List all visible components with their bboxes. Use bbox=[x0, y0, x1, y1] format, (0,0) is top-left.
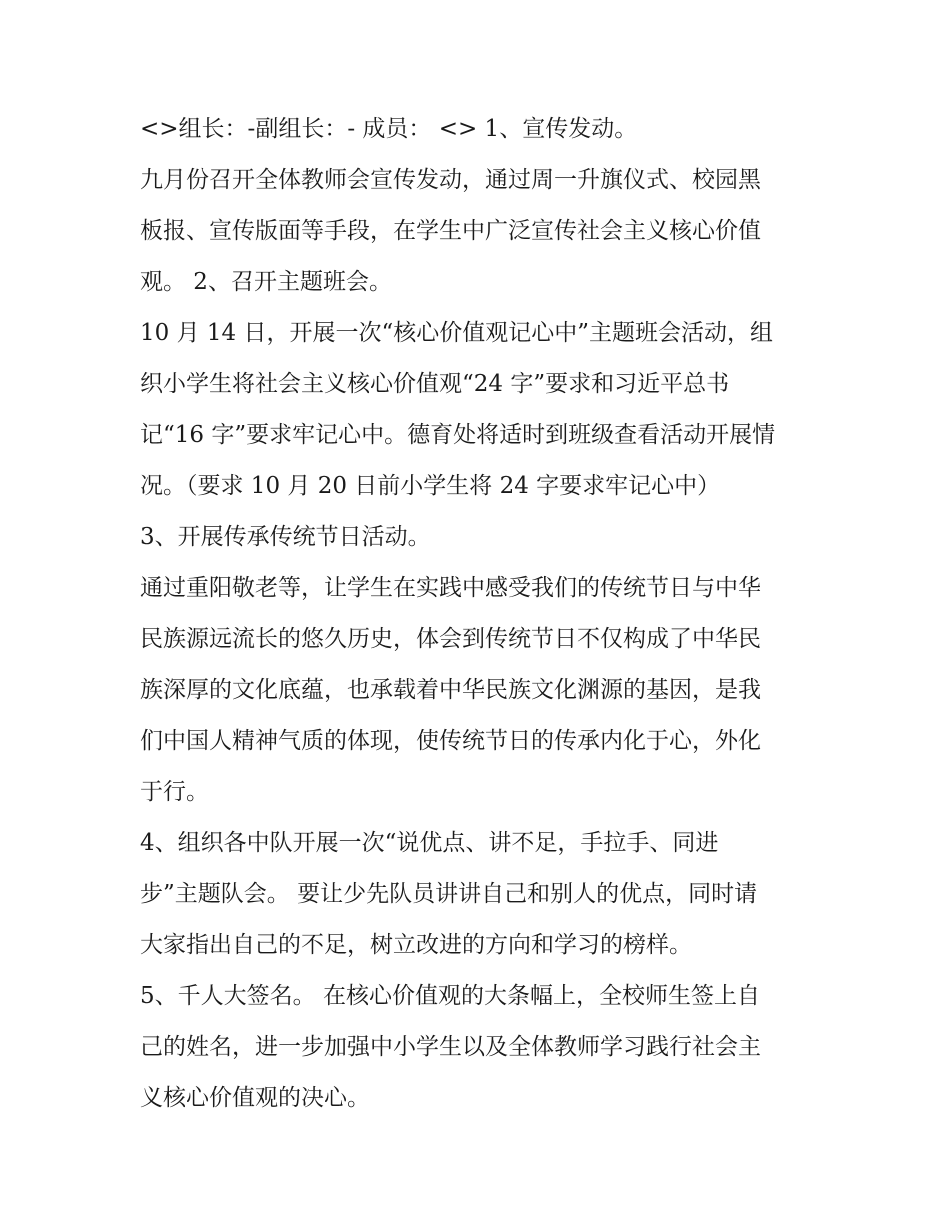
text-line: 4、组织各中队开展一次“说优点、讲不足，手拉手、同进 bbox=[140, 830, 719, 856]
text-line: 织小学生将社会主义核心价值观“24 字”要求和习近平总书 bbox=[140, 371, 730, 397]
text-line: 5、千人大签名。 在核心价值观的大条幅上，全校师生签上自 bbox=[140, 983, 760, 1009]
text-line: 10 月 14 日，开展一次“核心价值观记心中”主题班会活动，组 bbox=[140, 320, 773, 346]
text-line: 3、开展传承传统节日活动。 bbox=[140, 524, 431, 550]
text-line: 九月份召开全体教师会宣传发动，通过周一升旗仪式、校园黑 bbox=[140, 167, 761, 193]
text-line: 族深厚的文化底蕴，也承载着中华民族文化渊源的基因，是我 bbox=[140, 677, 761, 703]
text-line: 观。 2、召开主题班会。 bbox=[140, 269, 392, 295]
text-line: 于行。 bbox=[140, 779, 209, 805]
text-line: 记“16 字”要求牢记心中。德育处将适时到班级查看活动开展情 bbox=[140, 422, 776, 448]
document-body bbox=[140, 104, 820, 1124]
text-line: 己的姓名，进一步加强中小学生以及全体教师学习践行社会主 bbox=[140, 1034, 761, 1060]
text-line: 义核心价值观的决心。 bbox=[140, 1085, 370, 1111]
text-line: 板报、宣传版面等手段，在学生中广泛宣传社会主义核心价值 bbox=[140, 218, 761, 244]
text-line: 通过重阳敬老等，让学生在实践中感受我们的传统节日与中华 bbox=[140, 575, 761, 601]
text-line: <>组长：-副组长：- 成员： <> 1、宣传发动。 bbox=[140, 116, 638, 142]
text-line: 步”主题队会。 要让少先队员讲讲自己和别人的优点，同时请 bbox=[140, 881, 758, 907]
text-line: 大家指出自己的不足，树立改进的方向和学习的榜样。 bbox=[140, 932, 692, 958]
text-line: 况。（要求 10 月 20 日前小学生将 24 字要求牢记心中） bbox=[140, 473, 721, 499]
text-line: 们中国人精神气质的体现，使传统节日的传承内化于心，外化 bbox=[140, 728, 761, 754]
text-line: 民族源远流长的悠久历史，体会到传统节日不仅构成了中华民 bbox=[140, 626, 761, 652]
